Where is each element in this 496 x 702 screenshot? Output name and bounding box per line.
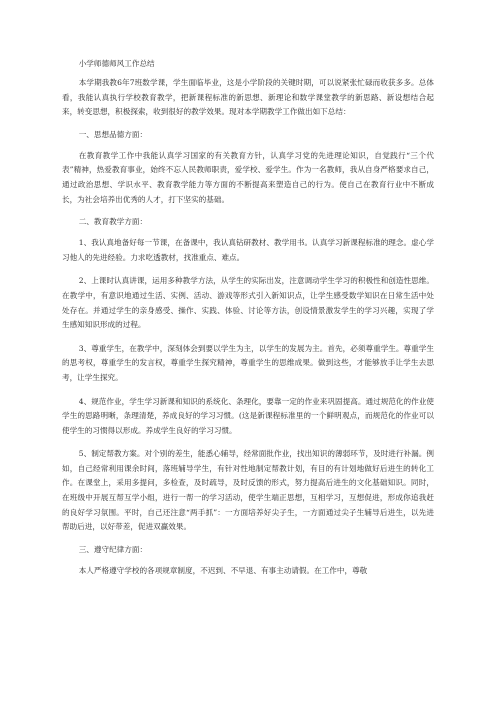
teaching-item-4: 4、规范作业，学生学习新课和知识的系统化、条理化，要靠一定的作业来巩固提高。通过规范化的作业使学生的思路明晰，条理清楚，养成良好的学习习惯。(这是新课程标准里的一个鲜明观点，而规范化的作业可以使学生的习惯得以形成。养成学生良好的学习习惯。 [62, 396, 434, 435]
teaching-item-1: 1、我认真地备好每一节课，在备课中，我认真钻研教材、教学用书。认真学习新课程标准的理念。虚心学习他人的先进经验。力求吃透教材，找准重点、难点。 [62, 238, 434, 262]
teaching-item-5: 5、制定帮教方案。对个别的差生，能悉心辅导，经常面批作业，找出知识的薄弱环节，及时进行补漏。例如，自己经常利用课余时间，落班辅导学生，有针对性地制定帮教计划，有目的有计划地做好后进生的转化工作。在课堂上，采用多提问，多检查，及时疏导，及时反馈的形式，努力提高后进生的文化基础知识。同时，在班级中开展互帮互学小组，进行一帮一的学习活动，使学生端正思想，互相学习，互想促进，形成你追我赶的良好学习氛围。平时，自己还注意“两手抓”：一方面培养好尖子生，一方面通过尖子生辅导后进生，以先进帮助后进，以好带差，促进双赢效果。 [62, 449, 434, 532]
discipline-paragraph: 本人严格遵守学校的各项规章制度，不迟到、不早退、有事主动请假。在工作中，尊敬 [78, 565, 368, 575]
intro-paragraph: 本学期我教6年7班数学课，学生面临毕业，这是小学阶段的关键时期，可以说紧张忙碌而收获多多。总体看，我能认真执行学校教育教学，把新课程标准的新思想、新理论和数学课堂教学的新思路、新设想结合起来，转变思想，积极探索，收到很好的教学效果。现对本学期教学工作做出如下总结： [62, 78, 434, 117]
section-heading-ethics: 一、思想品德方面： [78, 129, 148, 139]
teaching-item-3: 3、尊重学生，在教学中，深刻体会到要以学生为主，以学生的发展为主。首先，必须尊重学生。尊重学生的思考权，尊重学生的发言权，尊重学生探究精神，尊重学生的思维成果。做到这些，才能够放手让学生去思考，让学生探究。 [62, 343, 434, 382]
section-heading-teaching: 二、教育教学方面： [78, 217, 148, 227]
ethics-paragraph: 在教育教学工作中我能认真学习国家的有关教育方针，认真学习党的先进理论知识，自觉践行“三个代表”精神，热爱教育事业，始终不忘人民教师职责，爱学校、爱学生。作为一名教师，我从自身严格要求自己，通过政治思想、学识水平、教育教学能力等方面的不断提高来塑造自己的行为。使自己在教育行业中不断成长，为社会培养出优秀的人才，打下坚实的基础。 [62, 150, 434, 204]
teaching-item-2: 2、上课时认真讲课，运用多种教学方法，从学生的实际出发，注意调动学生学习的积极性和创造性思维。在教学中，有意识地通过生活、实例、活动、游戏等形式引入新知识点，让学生感受数学知识在日常生活中处处存在。并通过学生的亲身感受、操作、实践、体验、讨论等方法，创设情景激发学生的学习兴趣，实现了学生感知知识形成的过程。 [62, 276, 434, 330]
section-heading-discipline: 三、遵守纪律方面： [78, 544, 148, 554]
document-title: 小学师德师风工作总结 [78, 59, 155, 68]
